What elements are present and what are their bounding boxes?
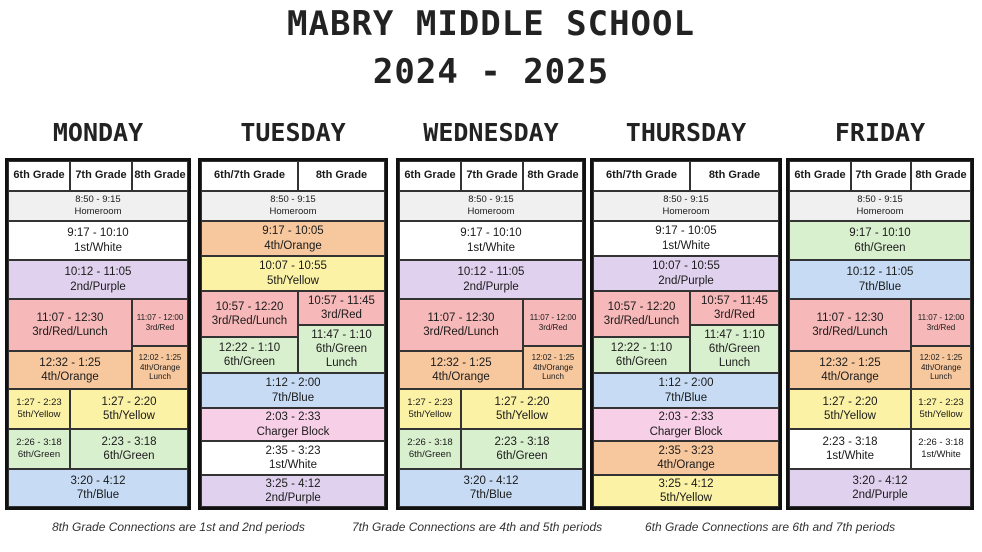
time: 2:23 - 3:18 xyxy=(822,435,878,448)
time: 1:27 - 2:20 xyxy=(822,395,878,408)
label: 5th/Yellow xyxy=(17,409,61,420)
monday-period-5-6 xyxy=(8,389,70,429)
time: 11:47 - 1:10 xyxy=(704,328,765,341)
time: 12:02 - 1:25 xyxy=(531,352,575,362)
time: 1:27 - 2:20 xyxy=(101,395,157,408)
tuesday-heading: TUESDAY xyxy=(240,118,346,147)
wednesday-period-7 xyxy=(399,469,583,507)
thursday-header-8th: 8th Grade xyxy=(690,161,779,191)
label: Lunch xyxy=(325,357,358,369)
label: 4th/Orange xyxy=(657,459,715,471)
time: 11:07 - 12:30 xyxy=(36,311,104,324)
friday-header-8th: 8th Grade xyxy=(911,161,971,191)
time: 11:07 - 12:30 xyxy=(816,311,884,324)
label: 6th/Green xyxy=(315,342,368,355)
thursday-header-67: 6th/7th Grade xyxy=(593,161,690,191)
wednesday-period-5-78 xyxy=(461,389,583,429)
label: 6th/Green xyxy=(496,450,548,462)
time: 10:57 - 11:45 xyxy=(308,294,375,307)
wednesday-heading: WEDNESDAY xyxy=(423,118,559,147)
thursday-period-3-8 xyxy=(690,291,779,325)
label: 5th/Yellow xyxy=(823,410,876,422)
wednesday-period-6-78 xyxy=(461,429,583,469)
monday-period-3-8 xyxy=(132,299,188,346)
monday-period-5-78 xyxy=(70,389,188,429)
label: Homeroom xyxy=(269,206,317,217)
thursday-homeroom xyxy=(593,191,779,221)
time: 9:17 - 10:10 xyxy=(849,227,911,240)
label: Homeroom xyxy=(74,206,122,217)
label: 1st/White xyxy=(74,241,122,254)
label: 1st/White xyxy=(662,239,710,252)
label: 1st/White xyxy=(921,449,961,460)
label: 7th/Blue xyxy=(469,489,513,501)
friday-period-1-67 xyxy=(789,429,911,469)
label: 3rd/Red/Lunch xyxy=(32,326,108,338)
tuesday-period-7 xyxy=(201,373,385,408)
label: 5th/Yellow xyxy=(102,410,155,422)
time: 10:07 - 10:55 xyxy=(652,260,720,273)
thursday-period-2 xyxy=(593,256,779,291)
label: 7th/Blue xyxy=(858,280,902,293)
tuesday-header-67: 6th/7th Grade xyxy=(201,161,298,191)
thursday-period-5 xyxy=(593,475,779,507)
time: 10:57 - 12:20 xyxy=(607,300,676,313)
friday-header-6th: 6th Grade xyxy=(789,161,851,191)
label: 3rd/Red xyxy=(321,309,362,321)
time: 12:02 - 1:25 xyxy=(919,352,963,362)
time: 9:17 - 10:10 xyxy=(460,227,522,240)
footer-7th-connections: 7th Grade Connections are 4th and 5th periods xyxy=(352,520,603,534)
time: 12:32 - 1:25 xyxy=(430,356,492,369)
label: Lunch xyxy=(930,372,952,382)
label: 3rd/Red xyxy=(926,322,956,332)
thursday-period-7 xyxy=(593,373,779,408)
time: 11:47 - 1:10 xyxy=(311,328,372,341)
label: 2nd/Purple xyxy=(265,492,321,504)
friday-heading: FRIDAY xyxy=(834,118,926,147)
label: Homeroom xyxy=(467,206,515,217)
label: 6th/Green xyxy=(17,449,61,460)
time: 2:03 - 2:33 xyxy=(265,411,321,424)
label: Homeroom xyxy=(662,206,710,217)
label: 6th/Green xyxy=(103,450,155,462)
friday-period-6 xyxy=(789,221,971,260)
friday-period-3-67 xyxy=(789,299,911,351)
friday-schedule xyxy=(786,158,974,510)
tuesday-schedule xyxy=(198,158,388,510)
time: 1:27 - 2:23 xyxy=(16,397,62,409)
time: 2:23 - 3:18 xyxy=(494,435,550,448)
friday-period-5-8 xyxy=(911,389,971,429)
footer-8th-connections: 8th Grade Connections are 1st and 2nd periods xyxy=(52,520,305,534)
label: 5th/Yellow xyxy=(919,409,963,420)
time: 3:20 - 4:12 xyxy=(70,474,126,487)
time: 11:07 - 12:00 xyxy=(529,312,577,322)
label: 5th/Yellow xyxy=(659,492,712,504)
time: 10:57 - 12:20 xyxy=(215,300,284,313)
tuesday-header-8th: 8th Grade xyxy=(298,161,385,191)
time: 2:26 - 3:18 xyxy=(16,437,62,449)
thursday-period-3-67 xyxy=(593,291,690,337)
label: 6th/Green xyxy=(615,356,668,368)
label: Charger Block xyxy=(649,425,723,438)
friday-period-3-8 xyxy=(911,299,971,346)
wednesday-period-2 xyxy=(399,260,583,299)
monday-period-7 xyxy=(8,469,188,507)
time: 8:50 - 9:15 xyxy=(857,194,903,206)
label: 1st/White xyxy=(467,241,515,254)
thursday-period-1 xyxy=(593,221,779,256)
friday-period-2 xyxy=(789,469,971,507)
label: 3rd/Red/Lunch xyxy=(423,326,499,338)
monday-period-4-67 xyxy=(8,351,132,389)
friday-header-7th: 7th Grade xyxy=(851,161,911,191)
label: 4th/Orange xyxy=(139,362,181,372)
wednesday-period-5-6 xyxy=(399,389,461,429)
wednesday-header-7th: 7th Grade xyxy=(461,161,523,191)
label: 4th/Orange xyxy=(432,371,490,383)
time: 12:32 - 1:25 xyxy=(819,356,881,369)
wednesday-period-6-6 xyxy=(399,429,461,469)
wednesday-homeroom xyxy=(399,191,583,221)
time: 9:17 - 10:05 xyxy=(655,225,717,238)
time: 12:22 - 1:10 xyxy=(218,341,281,354)
time: 2:26 - 3:18 xyxy=(407,437,453,449)
label: 3rd/Red/Lunch xyxy=(603,315,680,327)
monday-header-6th: 6th Grade xyxy=(8,161,70,191)
monday-period-6-6 xyxy=(8,429,70,469)
label: 6th/Green xyxy=(223,356,276,368)
label: 4th/Orange xyxy=(41,371,99,383)
time: 3:25 - 4:12 xyxy=(658,477,714,490)
label: 3rd/Red/Lunch xyxy=(211,315,288,327)
tuesday-period-2 xyxy=(201,475,385,507)
time: 2:03 - 2:33 xyxy=(658,411,714,424)
label: 5th/Yellow xyxy=(495,410,548,422)
wednesday-period-1 xyxy=(399,221,583,260)
wednesday-header-6th: 6th Grade xyxy=(399,161,461,191)
label: 2nd/Purple xyxy=(658,274,714,287)
label: 3rd/Red xyxy=(538,322,568,332)
tuesday-period-4 xyxy=(201,221,385,256)
friday-period-4-67 xyxy=(789,351,911,389)
label: 2nd/Purple xyxy=(852,489,908,501)
tuesday-charger-block xyxy=(201,408,385,441)
friday-period-1-8 xyxy=(911,429,971,469)
label: 5th/Yellow xyxy=(266,274,319,287)
time: 1:27 - 2:23 xyxy=(918,397,964,409)
tuesday-period-1 xyxy=(201,441,385,475)
time: 1:12 - 2:00 xyxy=(658,377,714,390)
label: 5th/Yellow xyxy=(408,409,452,420)
friday-period-7 xyxy=(789,260,971,299)
time: 11:07 - 12:30 xyxy=(427,311,495,324)
label: 3rd/Red/Lunch xyxy=(812,326,888,338)
monday-period-2 xyxy=(8,260,188,299)
tuesday-homeroom xyxy=(201,191,385,221)
time: 10:57 - 11:45 xyxy=(701,294,768,307)
wednesday-period-4-8 xyxy=(523,346,583,389)
monday-period-3-67 xyxy=(8,299,132,351)
tuesday-period-3-8 xyxy=(298,291,385,325)
time: 12:32 - 1:25 xyxy=(39,356,101,369)
wednesday-period-4-67 xyxy=(399,351,523,389)
time: 11:07 - 12:00 xyxy=(136,312,184,322)
friday-period-4-8 xyxy=(911,346,971,389)
time: 8:50 - 9:15 xyxy=(75,194,121,206)
time: 3:25 - 4:12 xyxy=(265,477,321,490)
monday-homeroom xyxy=(8,191,188,221)
monday-heading: MONDAY xyxy=(52,118,144,147)
time: 1:27 - 2:20 xyxy=(494,395,550,408)
monday-header-8th: 8th Grade xyxy=(132,161,188,191)
label: Homeroom xyxy=(856,206,904,217)
time: 9:17 - 10:05 xyxy=(262,225,324,238)
label: 1st/White xyxy=(269,459,317,471)
time: 8:50 - 9:15 xyxy=(468,194,514,206)
tuesday-period-6-67 xyxy=(201,337,298,373)
time: 12:22 - 1:10 xyxy=(610,341,673,354)
label: Charger Block xyxy=(256,425,330,438)
label: 6th/Green xyxy=(408,449,452,460)
wednesday-header-8th: 8th Grade xyxy=(523,161,583,191)
monday-period-6-78 xyxy=(70,429,188,469)
label: Lunch xyxy=(718,357,751,369)
label: 7th/Blue xyxy=(271,391,315,404)
time: 10:07 - 10:55 xyxy=(259,260,327,273)
time: 2:35 - 3:23 xyxy=(658,444,714,457)
monday-period-1 xyxy=(8,221,188,260)
monday-header-7th: 7th Grade xyxy=(70,161,132,191)
tuesday-period-5 xyxy=(201,256,385,291)
time: 8:50 - 9:15 xyxy=(270,194,316,206)
label: 7th/Blue xyxy=(664,391,708,404)
thursday-period-6-67 xyxy=(593,337,690,373)
monday-schedule xyxy=(5,158,191,510)
footer-6th-connections: 6th Grade Connections are 6th and 7th periods xyxy=(645,520,896,534)
time: 2:23 - 3:18 xyxy=(101,435,157,448)
time: 8:50 - 9:15 xyxy=(663,194,709,206)
time: 2:26 - 3:18 xyxy=(918,437,964,449)
friday-period-5-67 xyxy=(789,389,911,429)
label: 6th/Green xyxy=(854,241,906,254)
tuesday-period-3-67 xyxy=(201,291,298,337)
label: 4th/Orange xyxy=(532,362,574,372)
time: 10:12 - 11:05 xyxy=(457,266,525,279)
time: 1:27 - 2:23 xyxy=(407,397,453,409)
thursday-heading: THURSDAY xyxy=(625,118,747,147)
time: 10:12 - 11:05 xyxy=(64,266,132,279)
friday-homeroom xyxy=(789,191,971,221)
thursday-schedule xyxy=(590,158,782,510)
label: 3rd/Red xyxy=(145,322,175,332)
wednesday-period-3-8 xyxy=(523,299,583,346)
label: 3rd/Red xyxy=(714,309,755,321)
wednesday-schedule xyxy=(396,158,586,510)
label: 2nd/Purple xyxy=(70,280,126,293)
time: 3:20 - 4:12 xyxy=(463,474,519,487)
label: 4th/Orange xyxy=(920,362,962,372)
label: Lunch xyxy=(149,372,171,382)
label: 4th/Orange xyxy=(821,371,879,383)
time: 9:17 - 10:10 xyxy=(67,227,129,240)
label: 2nd/Purple xyxy=(463,280,519,293)
wednesday-period-3-67 xyxy=(399,299,523,351)
time: 2:35 - 3:23 xyxy=(265,444,321,457)
label: 7th/Blue xyxy=(76,489,120,501)
label: Lunch xyxy=(542,372,564,382)
tuesday-period-6-8 xyxy=(298,325,385,373)
thursday-charger-block xyxy=(593,408,779,441)
monday-period-4-8 xyxy=(132,346,188,389)
label: 4th/Orange xyxy=(264,239,322,252)
time: 12:02 - 1:25 xyxy=(138,352,182,362)
school-title: MABRY MIDDLE SCHOOL xyxy=(287,4,695,44)
time: 1:12 - 2:00 xyxy=(265,377,321,390)
thursday-period-4 xyxy=(593,441,779,475)
school-year: 2024 - 2025 xyxy=(372,52,610,92)
thursday-period-6-8 xyxy=(690,325,779,373)
time: 10:12 - 11:05 xyxy=(846,266,914,279)
time: 11:07 - 12:00 xyxy=(917,312,965,322)
time: 3:20 - 4:12 xyxy=(852,474,908,487)
label: 6th/Green xyxy=(708,342,761,355)
label: 1st/White xyxy=(826,450,874,462)
